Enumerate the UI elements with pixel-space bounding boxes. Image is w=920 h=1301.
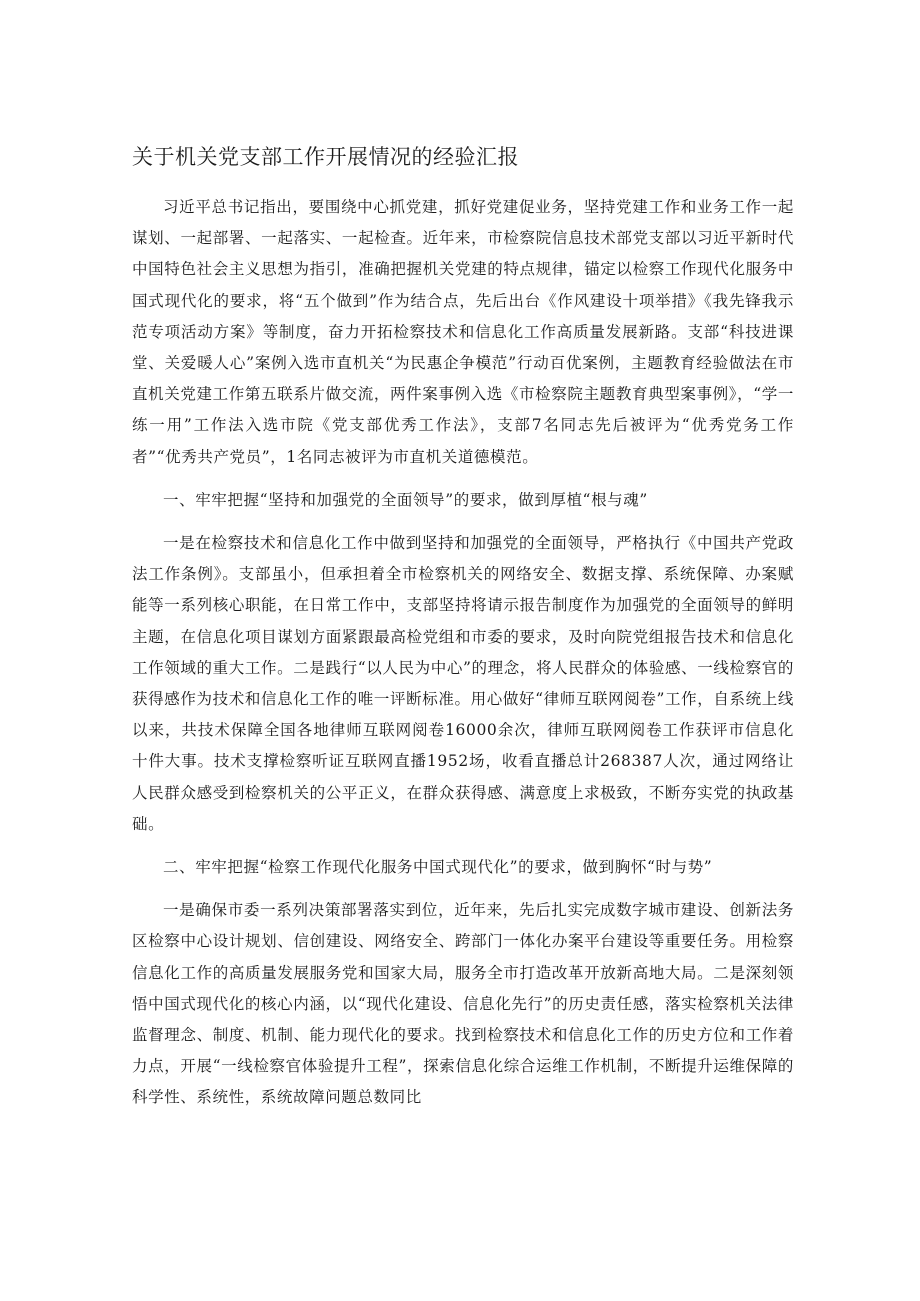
section-1-heading: 一、牢牢把握“坚持和加强党的全面领导”的要求，做到厚植“根与魂”: [163, 490, 648, 509]
section-2-paragraph: 一是确保市委一系列决策部署落实到位，近年来，先后扎实完成数字城市建设、创新法务区检察中心设计规划、信创建设、网络安全、跨部门一体化办案平台建设等重要任务。用检察信息化工作的高质量发展服务党和国家大局，服务全市打造改革开放新高地大局。二是深刻领悟中国式现代化的核心内涵，以“现代化建设、信息化先行”的历史责任感，落实检察机关法律监督理念、制度、机制、能力现代化的要求。找到检察技术和信息化工作的历史方位和工作着力点，开展“一线检察官体验提升工程”，探索信息化综合运维工作机制，不断提升运维保障的科学性、系统性，系统故障问题总数同比: [132, 901, 794, 1107]
intro-paragraph: 习近平总书记指出，要围绕中心抓党建，抓好党建促业务，坚持党建工作和业务工作一起谋划、一起部署、一起落实、一起检查。近年来，市检察院信息技术部党支部以习近平新时代中国特色社会主义思想为指引，准确把握机关党建的特点规律，锚定以检察工作现代化服务中国式现代化的要求，将“五个做到”作为结合点，先后出台《作风建设十项举措》《我先锋我示范专项活动方案》等制度，奋力开拓检察技术和信息化工作高质量发展新路。支部“科技进课堂、关爱暖人心”案例入选市直机关“为民惠企争模范”行动百优案例，主题教育经验做法在市直机关党建工作第五联系片做交流，两件案事例入选《市检察院主题教育典型案事例》，“学一练一用”工作法入选市院《党支部优秀工作法》，支部7名同志先后被评为“优秀党务工作者”“优秀共产党员”，1名同志被评为市直机关道德模范。: [132, 198, 794, 466]
section-1-paragraph: 一是在检察技术和信息化工作中做到坚持和加强党的全面领导，严格执行《中国共产党政法工作条例》。支部虽小，但承担着全市检察机关的网络安全、数据支撑、系统保障、办案赋能等一系列核心职能，在日常工作中，支部坚持将请示报告制度作为加强党的全面领导的鲜明主题，在信息化项目谋划方面紧跟最高检党组和市委的要求，及时向院党组报告技术和信息化工作领域的重大工作。二是践行“以人民为中心”的理念，将人民群众的体验感、一线检察官的获得感作为技术和信息化工作的唯一评断标准。用心做好“律师互联网阅卷”工作，自系统上线以来，共技术保障全国各地律师互联网阅卷16000余次，律师互联网阅卷工作获评市信息化十件大事。技术支撑检察听证互联网直播1952场，收看直播总计268387人次，通过网络让人民群众感受到检察机关的公平正义，在群众获得感、满意度上求极致，不断夯实党的执政基础。: [132, 534, 794, 833]
document-page: [132, 140, 794, 1126]
document-title: 关于机关党支部工作开展情况的经验汇报: [132, 145, 519, 169]
section-2-heading: 二、牢牢把握“检察工作现代化服务中国式现代化”的要求，做到胸怀“时与势”: [163, 858, 713, 877]
